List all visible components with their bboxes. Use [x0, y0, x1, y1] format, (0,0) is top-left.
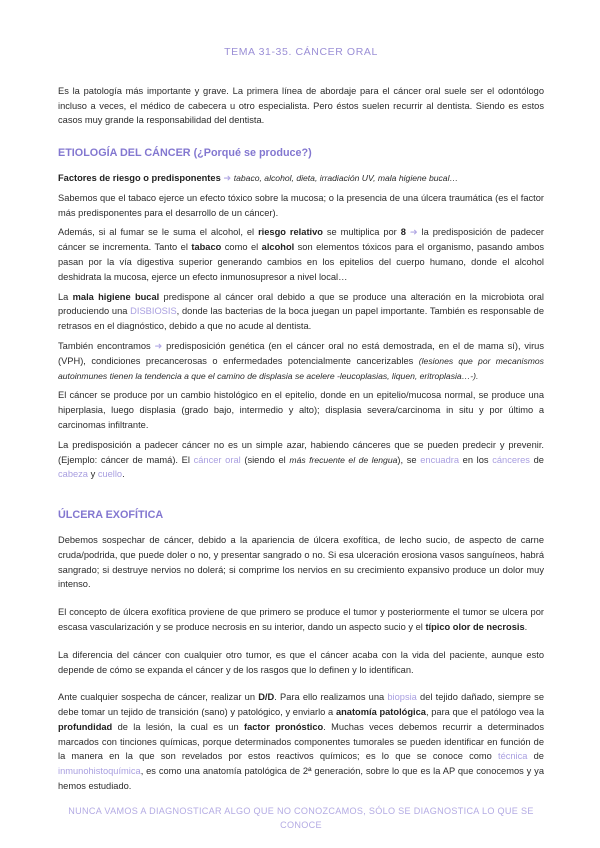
section-heading-ulcera: ÚLCERA EXOFÍTICA	[58, 509, 164, 522]
text-run: de	[529, 454, 544, 465]
azar-paragraph	[58, 438, 544, 482]
bold-tabaco: tabaco	[191, 242, 222, 253]
footer-note: NUNCA VAMOS A DIAGNOSTICAR ALGO QUE NO CONOZCAMOS, SÓLO SE DIAGNOSTICA LO QUE SE CONOCE	[68, 805, 534, 830]
text-run: la predisposición de padecer cáncer se incrementa. Tanto el	[58, 227, 544, 253]
ulcera-paragraph-2	[58, 605, 544, 635]
text-run: El concepto de úlcera exofítica proviene de que primero se produce el tumor y posteriormente el tumor se ulcera por escasa vascularización y se produce necrosis en su interior, dando un aspecto sucio y el	[58, 607, 544, 632]
text-run: del tejido dañado, siempre se debe tomar un tejido de transición (sano) y patológico, y enviarlo a	[58, 692, 544, 718]
ulcera-paragraph-4	[58, 690, 544, 794]
highlight-biopsia: biopsia	[387, 692, 417, 703]
higiene-paragraph	[58, 290, 544, 334]
arrow-icon: ➜	[409, 227, 418, 238]
text-run: se multiplica por	[322, 227, 401, 238]
bold-dd: D/D	[258, 692, 275, 703]
text-run: Ante cualquier sospecha de cáncer, realizar un	[58, 692, 259, 703]
highlight-cuello: cuello	[97, 469, 123, 480]
bold-alcohol: alcohol	[261, 242, 295, 253]
text-run: , para que el patólogo vea la	[425, 707, 545, 718]
ulcera-paragraph-3: La diferencia del cáncer con cualquier otro tumor, es que el cáncer acaba con la vida del paciente, aunque esto depende de cómo se expanda el cáncer y de los rasgos que lo definen y lo identifican.	[58, 649, 544, 675]
arrow-icon: ➜	[154, 340, 163, 351]
text-run: La	[58, 291, 73, 302]
text-run: de la lesión, la cual es un	[112, 721, 244, 732]
highlight-disbiosis: DISBIOSIS	[130, 306, 177, 317]
intro-paragraph: Es la patología más importante y grave. La primera línea de abordaje para el cáncer oral suele ser el odontólogo incluso a veces, el médico de cabecera u otro especialista. Pero éstos suelen recurrir al dentista. Siendo es estos casos muy grande la responsabilidad del dentista.	[58, 85, 544, 126]
text-run: de	[527, 751, 544, 762]
text-run: También encontramos	[58, 340, 155, 351]
arrow-icon: ➜	[223, 172, 232, 183]
text-run: predisposición genética (en el cáncer oral no está demostrada, en el de mama sí), virus (VPH), condiciones precancerosas o enfermedades potencialmente cancerizables	[58, 340, 544, 366]
highlight-cabeza: cabeza	[58, 469, 88, 480]
cambio-paragraph: El cáncer se produce por un cambio histológico en el epitelio, donde en un epitelio/mucosa normal, se produce una hiperplasia, luego displasia (grado bajo, intermedio y alto); displasia severa/carcinoma in situ y por último a carcinomas infiltrante.	[58, 390, 544, 430]
page-title: TEMA 31-35. CÁNCER ORAL	[224, 46, 378, 58]
bold-riesgo-relativo: riesgo relativo	[258, 227, 323, 238]
tabaco-paragraph: Sabemos que el tabaco ejerce un efecto tóxico sobre la mucosa; o la presencia de una úlcera traumática (es el factor más predisponentes para el desarrollo de un cáncer).	[58, 192, 544, 218]
genetica-paragraph	[58, 339, 544, 383]
text-run: , donde las bacterias de la boca juegan un papel importante. También es responsable de retrasos en el diagnóstico, debido a que no acude al dentista.	[58, 306, 544, 332]
section-heading-etiologia: ETIOLOGÍA DEL CÁNCER (¿Porqué se produce?)	[58, 147, 312, 160]
bold-olor-necrosis: típico olor de necrosis	[425, 621, 525, 632]
text-run: La predisposición a padecer cáncer no es un simple azar, habiendo cánceres que se pueden predecir y prevenir. (Ejemplo: cáncer de mamá). El	[58, 439, 544, 465]
text-run: son elementos tóxicos para el organismo, pasando ambos pasan por la vía digestiva superior generando cambios en los epitelios del cuerpo humano, donde el alcohol deshidrata la mucosa, ejerce un efecto inmunosupresor a nivel local…	[58, 242, 545, 282]
text-run: en los	[459, 454, 493, 465]
bold-mala-higiene: mala higiene bucal	[72, 291, 160, 302]
ulcera-paragraph-1: Debemos sospechar de cáncer, debido a la apariencia de úlcera exofítica, de lecho sucio, de aspecto de carne cruda/podrida, que puede doler o no, y presentar sangrado o no. Si esa ulceración erosiona vasos sanguíneos, habrá sangrado; si destruye nervios no dolerá; si comprime los nervios en su crecimiento expansivo produce un dolor muy intenso.	[58, 534, 544, 590]
bold-anatomia-patologica: anatomía patológica	[335, 707, 426, 718]
bold-factor-pronostico: factor pronóstico	[244, 721, 324, 732]
alcohol-paragraph	[58, 225, 544, 284]
factores-label: Factores de riesgo o predisponentes	[58, 172, 221, 183]
text-run: .	[122, 469, 125, 480]
highlight-canceres: cánceres	[492, 454, 530, 465]
factores-list: tabaco, alcohol, dieta, irradiación UV, mala higiene bucal…	[233, 172, 459, 183]
text-run: ), se	[397, 454, 421, 465]
text-run: .	[524, 621, 528, 632]
italic-note: (lesiones que por mecanismos autoinmunes tienen la tendencia a que el camino de displasia se acelere -leucoplasias, liquen, eritroplasia…-).	[58, 355, 544, 381]
text-run: y	[87, 469, 98, 480]
text-run: . Muchas veces debemos recurrir a determinados marcados con tinciones químicas, porque determinados componentes tumorales se pueden identificar en función de la manera en la que son revelados por estos reactivos químicos; es lo que se conoce como	[58, 721, 544, 762]
highlight-tecnica: técnica	[497, 751, 528, 762]
factores-paragraph	[58, 171, 544, 186]
document-page	[58, 0, 544, 832]
text-run: Además, si al fumar se le suma el alcohol, el	[58, 227, 259, 238]
text-run: , es como una anatomía patológica de 2ª generación, sobre lo que es la AP que conocemos y ya hemos estudiado.	[58, 766, 544, 792]
text-run: como el	[221, 242, 262, 253]
text-run: predispone al cáncer oral debido a que se produce una alteración en la microbiota oral produciendo una	[58, 291, 544, 317]
highlight-encuadra: encuadra	[420, 454, 460, 465]
bold-number: 8	[400, 227, 406, 238]
highlight-inmunohistoquimica: inmunohistoquímica	[58, 766, 141, 777]
text-run: (siendo el	[240, 454, 290, 465]
bold-profundidad: profundidad	[58, 721, 113, 732]
text-run: . Para ello realizamos una	[274, 692, 388, 703]
highlight-cancer-oral: cáncer oral	[193, 454, 241, 465]
italic-note: más frecuente el de lengua	[289, 454, 398, 465]
